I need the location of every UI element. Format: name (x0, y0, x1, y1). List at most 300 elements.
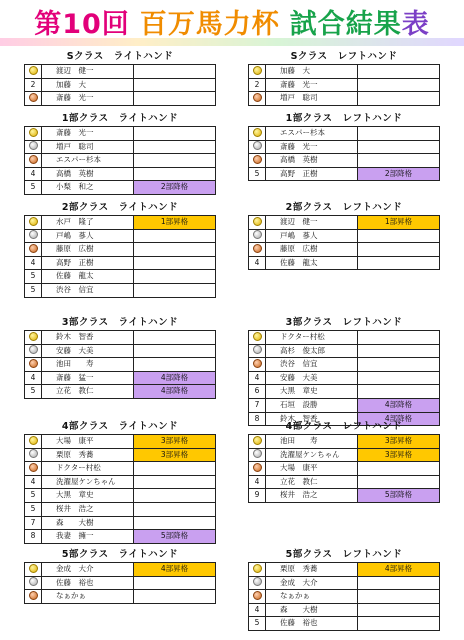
bronze-medal-icon (253, 155, 262, 164)
table-row (25, 435, 215, 449)
table-row (249, 449, 439, 463)
silver-medal-icon (249, 230, 266, 243)
promotion-badge: 1部昇格 (358, 216, 439, 229)
table-row (25, 577, 215, 591)
result-section (248, 420, 440, 503)
bronze-medal-icon (25, 590, 42, 603)
player-name: 増戸 聡司 (266, 92, 358, 105)
note-cell (358, 476, 439, 489)
rank-cell: 7 (25, 517, 42, 530)
table-row (249, 79, 439, 93)
section-title: 4部クラス ライトハンド (61, 421, 179, 432)
gold-medal-icon (249, 216, 266, 229)
demotion-badge: 4部降格 (358, 413, 439, 426)
bronze-medal-icon (29, 591, 38, 600)
result-table (24, 64, 216, 106)
player-name: 洗濯屋ケンちゃん (42, 476, 134, 489)
rank-cell: 5 (25, 284, 42, 297)
table-row (249, 489, 439, 503)
note-cell (358, 127, 439, 140)
table-row (249, 462, 439, 476)
demotion-badge: 2部降格 (358, 168, 439, 181)
note-cell (358, 230, 439, 243)
result-table (24, 562, 216, 604)
result-table (248, 215, 440, 270)
section-title: 2部クラス レフトハンド (285, 202, 403, 213)
player-name: 桜井 浩之 (266, 489, 358, 502)
note-cell (134, 503, 215, 516)
player-name: 栗原 秀蕎 (266, 563, 358, 576)
silver-medal-icon (253, 345, 262, 354)
table-row (249, 385, 439, 399)
gold-medal-icon (25, 65, 42, 78)
promotion-badge: 1部昇格 (134, 216, 215, 229)
promotion-badge: 3部昇格 (134, 449, 215, 462)
result-section (248, 201, 440, 270)
gold-medal-icon (25, 435, 42, 448)
result-section (24, 201, 216, 298)
player-name: 森 大樹 (266, 604, 358, 617)
player-name: 高橋 英樹 (266, 154, 358, 167)
table-row (25, 168, 215, 182)
player-name: 大黒 章史 (42, 489, 134, 502)
table-row (249, 65, 439, 79)
rank-cell: 9 (249, 489, 266, 502)
section-title: 1部クラス ライトハンド (61, 113, 179, 124)
section-title: 5部クラス ライトハンド (61, 549, 179, 560)
table-row (25, 257, 215, 271)
section-title: 3部クラス ライトハンド (61, 317, 179, 328)
table-row (25, 563, 215, 577)
table-row (249, 230, 439, 244)
player-name: 斎藤 光一 (42, 92, 134, 105)
rank-cell: 5 (25, 503, 42, 516)
player-name: 斎藤 光一 (42, 127, 134, 140)
rank-cell: 7 (249, 399, 266, 412)
rank-cell: 5 (25, 270, 42, 283)
note-cell (358, 243, 439, 256)
rank-cell: 2 (249, 79, 266, 92)
gold-medal-icon (25, 331, 42, 344)
note-cell (358, 358, 439, 371)
bronze-medal-icon (29, 93, 38, 102)
table-row (249, 476, 439, 490)
player-name: 金成 大介 (42, 563, 134, 576)
silver-medal-icon (253, 230, 262, 239)
bronze-medal-icon (253, 244, 262, 253)
table-row (25, 489, 215, 503)
table-row (249, 563, 439, 577)
table-row (249, 216, 439, 230)
silver-medal-icon (25, 577, 42, 590)
note-cell (134, 141, 215, 154)
gold-medal-icon (29, 217, 38, 226)
table-row (249, 331, 439, 345)
note-cell (134, 358, 215, 371)
bronze-medal-icon (249, 358, 266, 371)
bronze-medal-icon (25, 243, 42, 256)
silver-medal-icon (25, 345, 42, 358)
result-section (248, 112, 440, 181)
bronze-medal-icon (249, 462, 266, 475)
table-row (249, 358, 439, 372)
gold-medal-icon (249, 331, 266, 344)
silver-medal-icon (249, 141, 266, 154)
promotion-badge: 4部昇格 (358, 563, 439, 576)
table-row (25, 284, 215, 298)
bronze-medal-icon (29, 359, 38, 368)
promotion-badge: 3部昇格 (358, 435, 439, 448)
table-row (249, 372, 439, 386)
player-name: 増戸 聡司 (42, 141, 134, 154)
note-cell (134, 331, 215, 344)
table-row (249, 604, 439, 618)
silver-medal-icon (25, 449, 42, 462)
rank-cell: 6 (249, 385, 266, 398)
player-name: ドクター村松 (42, 462, 134, 475)
table-row (25, 65, 215, 79)
table-row (25, 449, 215, 463)
rank-cell: 4 (249, 476, 266, 489)
player-name: 安藤 大美 (266, 372, 358, 385)
rank-cell: 4 (249, 604, 266, 617)
demotion-badge: 5部降格 (358, 489, 439, 502)
table-row (25, 385, 215, 399)
result-section (24, 316, 216, 399)
rank-cell: 5 (249, 168, 266, 181)
table-row (25, 181, 215, 195)
table-row (249, 257, 439, 271)
player-name: 立花 教仁 (42, 385, 134, 398)
table-row (249, 345, 439, 359)
player-name: 斎藤 光一 (266, 79, 358, 92)
gold-medal-icon (29, 66, 38, 75)
player-name: 佐藤 龍太 (266, 257, 358, 270)
player-name: 戸嶋 蔘人 (266, 230, 358, 243)
table-row (249, 590, 439, 604)
player-name: 大黒 章史 (266, 385, 358, 398)
note-cell (134, 590, 215, 603)
result-table (248, 330, 440, 426)
note-cell (134, 270, 215, 283)
table-row (25, 517, 215, 531)
table-row (25, 154, 215, 168)
rank-cell: 5 (25, 489, 42, 502)
note-cell (358, 257, 439, 270)
bronze-medal-icon (253, 93, 262, 102)
player-name: 佐藤 裕也 (42, 577, 134, 590)
table-row (25, 243, 215, 257)
table-row (25, 141, 215, 155)
demotion-badge: 4部降格 (134, 385, 215, 398)
player-name: 安藤 大美 (42, 345, 134, 358)
note-cell (358, 65, 439, 78)
gold-medal-icon (253, 436, 262, 445)
note-cell (134, 65, 215, 78)
note-cell (134, 517, 215, 530)
rank-cell: 4 (25, 257, 42, 270)
note-cell (134, 257, 215, 270)
bronze-medal-icon (253, 591, 262, 600)
player-name: 高野 正樹 (266, 168, 358, 181)
bronze-medal-icon (29, 244, 38, 253)
player-name: 水戸 隆了 (42, 216, 134, 229)
player-name: 藤原 広樹 (266, 243, 358, 256)
note-cell (134, 79, 215, 92)
table-row (25, 530, 215, 544)
table-row (249, 243, 439, 257)
player-name: エスパー杉本 (266, 127, 358, 140)
note-cell (358, 590, 439, 603)
result-section (24, 50, 216, 106)
section-title: 3部クラス レフトハンド (285, 317, 403, 328)
silver-medal-icon (25, 141, 42, 154)
player-name: 金成 大介 (266, 577, 358, 590)
player-name: 斎藤 光一 (266, 141, 358, 154)
note-cell (134, 476, 215, 489)
title-part-2: 百万馬力杯 (139, 8, 280, 40)
result-section (24, 548, 216, 604)
note-cell (358, 345, 439, 358)
table-row (25, 216, 215, 230)
bronze-medal-icon (25, 92, 42, 105)
note-cell (358, 154, 439, 167)
promotion-badge: 4部昇格 (134, 563, 215, 576)
gold-medal-icon (29, 436, 38, 445)
player-name: 栗原 秀蕎 (42, 449, 134, 462)
player-name: なぁかぁ (266, 590, 358, 603)
demotion-badge: 4部降格 (358, 399, 439, 412)
player-name: 石垣 設勝 (266, 399, 358, 412)
table-row (249, 399, 439, 413)
gold-medal-icon (253, 217, 262, 226)
table-row (25, 92, 215, 106)
gold-medal-icon (249, 127, 266, 140)
section-title: Sクラス レフトハンド (290, 51, 398, 62)
silver-medal-icon (249, 449, 266, 462)
note-cell (134, 92, 215, 105)
table-row (249, 168, 439, 182)
silver-medal-icon (29, 230, 38, 239)
rank-cell: 4 (25, 168, 42, 181)
note-cell (358, 331, 439, 344)
gold-medal-icon (253, 66, 262, 75)
note-cell (134, 127, 215, 140)
result-section (24, 112, 216, 195)
result-table (248, 434, 440, 503)
rank-cell: 4 (25, 476, 42, 489)
player-name: ドクター村松 (266, 331, 358, 344)
table-row (249, 141, 439, 155)
player-name: 池田 寿 (42, 358, 134, 371)
bronze-medal-icon (25, 154, 42, 167)
note-cell (358, 372, 439, 385)
rank-cell: 4 (249, 257, 266, 270)
section-title: 1部クラス レフトハンド (285, 113, 403, 124)
silver-medal-icon (25, 230, 42, 243)
player-name: 佐藤 裕也 (266, 617, 358, 630)
title-underline-decoration (0, 38, 464, 46)
gold-medal-icon (25, 127, 42, 140)
player-name: 大場 康平 (42, 435, 134, 448)
note-cell (134, 168, 215, 181)
rank-cell: 4 (25, 372, 42, 385)
table-row (25, 331, 215, 345)
table-row (249, 435, 439, 449)
result-section (24, 420, 216, 544)
gold-medal-icon (25, 563, 42, 576)
title-part-4: 表 (401, 8, 430, 40)
table-row (25, 270, 215, 284)
player-name: 藤原 広樹 (42, 243, 134, 256)
page-title (18, 4, 446, 38)
result-table (24, 434, 216, 544)
bronze-medal-icon (249, 590, 266, 603)
section-title: 5部クラス レフトハンド (285, 549, 403, 560)
note-cell (134, 577, 215, 590)
gold-medal-icon (253, 332, 262, 341)
bronze-medal-icon (249, 92, 266, 105)
silver-medal-icon (253, 141, 262, 150)
gold-medal-icon (249, 435, 266, 448)
bronze-medal-icon (249, 243, 266, 256)
rank-cell: 2 (25, 79, 42, 92)
gold-medal-icon (29, 564, 38, 573)
player-name: 小梨 和之 (42, 181, 134, 194)
note-cell (134, 243, 215, 256)
player-name: 立花 教仁 (266, 476, 358, 489)
gold-medal-icon (25, 216, 42, 229)
note-cell (358, 79, 439, 92)
title-part-1: 第10回 (34, 8, 130, 40)
demotion-badge: 2部降格 (134, 181, 215, 194)
result-table (248, 562, 440, 631)
player-name: なぁかぁ (42, 590, 134, 603)
bronze-medal-icon (253, 359, 262, 368)
table-row (249, 154, 439, 168)
note-cell (358, 141, 439, 154)
promotion-badge: 3部昇格 (358, 449, 439, 462)
note-cell (358, 604, 439, 617)
bronze-medal-icon (29, 463, 38, 472)
note-cell (358, 577, 439, 590)
player-name: 鈴木 智香 (266, 413, 358, 426)
rank-cell: 5 (25, 385, 42, 398)
note-cell (358, 617, 439, 630)
table-row (25, 503, 215, 517)
gold-medal-icon (253, 128, 262, 137)
player-name: 森 大樹 (42, 517, 134, 530)
result-table (24, 126, 216, 195)
player-name: 渋谷 信宜 (42, 284, 134, 297)
note-cell (358, 462, 439, 475)
table-row (249, 127, 439, 141)
result-section (248, 548, 440, 631)
result-section (248, 50, 440, 106)
note-cell (134, 230, 215, 243)
player-name: 佐藤 龍太 (42, 270, 134, 283)
demotion-badge: 4部降格 (134, 372, 215, 385)
silver-medal-icon (29, 345, 38, 354)
player-name: 渋谷 信宜 (266, 358, 358, 371)
table-row (25, 476, 215, 490)
demotion-badge: 5部降格 (134, 530, 215, 543)
rank-cell: 5 (249, 617, 266, 630)
gold-medal-icon (29, 332, 38, 341)
gold-medal-icon (29, 128, 38, 137)
player-name: 我妻 擁一 (42, 530, 134, 543)
note-cell (134, 489, 215, 502)
table-row (25, 462, 215, 476)
player-name: 大場 康平 (266, 462, 358, 475)
table-row (25, 345, 215, 359)
table-row (249, 617, 439, 631)
table-row (25, 358, 215, 372)
table-row (25, 127, 215, 141)
bronze-medal-icon (29, 155, 38, 164)
player-name: 池田 寿 (266, 435, 358, 448)
table-row (25, 372, 215, 386)
result-table (24, 330, 216, 399)
player-name: 加藤 大 (42, 79, 134, 92)
result-table (24, 215, 216, 298)
silver-medal-icon (29, 449, 38, 458)
player-name: 斎藤 猛一 (42, 372, 134, 385)
result-table (248, 126, 440, 181)
rank-cell: 4 (249, 372, 266, 385)
player-name: 高杉 俊太郎 (266, 345, 358, 358)
bronze-medal-icon (25, 358, 42, 371)
silver-medal-icon (253, 577, 262, 586)
promotion-badge: 3部昇格 (134, 435, 215, 448)
note-cell (134, 345, 215, 358)
note-cell (134, 284, 215, 297)
player-name: 加藤 大 (266, 65, 358, 78)
player-name: 渡辺 健一 (42, 65, 134, 78)
table-row (25, 230, 215, 244)
gold-medal-icon (253, 564, 262, 573)
silver-medal-icon (253, 449, 262, 458)
silver-medal-icon (249, 577, 266, 590)
bronze-medal-icon (25, 462, 42, 475)
section-title: 2部クラス ライトハンド (61, 202, 179, 213)
rank-cell: 8 (25, 530, 42, 543)
note-cell (134, 462, 215, 475)
bronze-medal-icon (249, 154, 266, 167)
gold-medal-icon (249, 563, 266, 576)
silver-medal-icon (29, 141, 38, 150)
player-name: 戸嶋 蔘人 (42, 230, 134, 243)
silver-medal-icon (249, 345, 266, 358)
player-name: エスパー杉本 (42, 154, 134, 167)
table-row (25, 590, 215, 604)
result-section (248, 316, 440, 426)
note-cell (358, 92, 439, 105)
result-table (248, 64, 440, 106)
table-row (249, 92, 439, 106)
player-name: 鈴木 智香 (42, 331, 134, 344)
section-title: 4部クラス レフトハンド (285, 421, 403, 432)
table-row (25, 79, 215, 93)
table-row (249, 577, 439, 591)
bronze-medal-icon (253, 463, 262, 472)
section-title: Sクラス ライトハンド (66, 51, 174, 62)
player-name: 桜井 浩之 (42, 503, 134, 516)
silver-medal-icon (29, 577, 38, 586)
title-part-3: 試合結果 (289, 8, 402, 40)
note-cell (358, 385, 439, 398)
rank-cell: 8 (249, 413, 266, 426)
